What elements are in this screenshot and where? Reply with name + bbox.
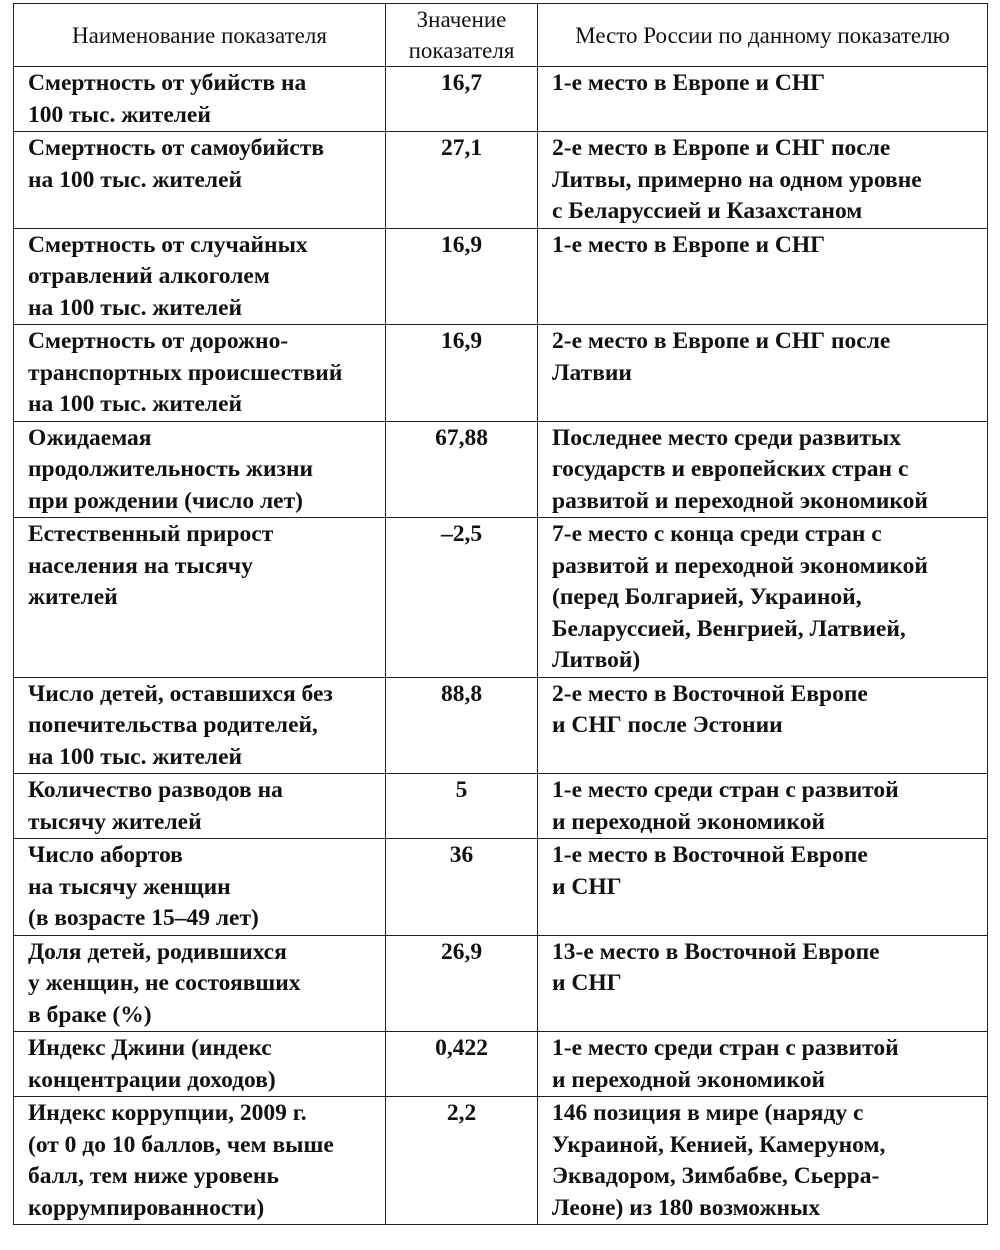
cell-indicator-value: 16,9 [386, 325, 538, 422]
cell-indicator-name [14, 67, 386, 132]
russia-rank-line: 1-е место среди стран с развитой [552, 1035, 899, 1061]
cell-russia-rank [538, 228, 988, 325]
header-line: показателя [408, 38, 515, 63]
header-line: Наименование показателя [72, 22, 327, 48]
cell-indicator-name [14, 325, 386, 422]
cell-russia-rank [538, 677, 988, 774]
indicator-name-line: Смертность от убийств на [28, 70, 307, 96]
table-row [14, 228, 988, 325]
russia-rank-line: Литвы, примерно на одном уровне [552, 166, 922, 193]
russia-rank-line: развитой и переходной экономикой [552, 552, 928, 579]
header-line: Значение [416, 7, 507, 32]
table-row [14, 774, 988, 839]
indicator-name-line: у женщин, не состоявших [28, 970, 301, 996]
indicator-name-line: коррумпированности) [28, 1194, 265, 1221]
russia-rank-line: и СНГ после Эстонии [552, 712, 783, 738]
russia-rank-line: с Беларуссией и Казахстаном [552, 198, 863, 224]
cell-russia-rank [538, 518, 988, 678]
cell-russia-rank [538, 774, 988, 839]
cell-indicator-name [14, 1032, 386, 1097]
cell-indicator-name [14, 677, 386, 774]
cell-indicator-name [14, 421, 386, 518]
table-header [14, 4, 988, 67]
russia-rank-line: и СНГ [552, 970, 622, 996]
table-row [14, 421, 988, 518]
cell-indicator-value: 16,9 [386, 228, 538, 325]
indicator-name-line: попечительства родителей, [28, 712, 318, 738]
cell-russia-rank [538, 935, 988, 1032]
header-indicator-name [14, 4, 386, 67]
cell-indicator-value: 88,8 [386, 677, 538, 774]
indicator-name-line: Число абортов [28, 842, 183, 868]
table-row [14, 132, 988, 229]
indicator-name-line: на 100 тыс. жителей [28, 166, 243, 193]
table-row [14, 677, 988, 774]
cell-indicator-name [14, 1097, 386, 1225]
indicator-name-line: (от 0 до 10 баллов, чем выше [28, 1131, 334, 1158]
russia-rank-line: 1-е место в Европе и СНГ [552, 231, 826, 258]
indicator-name-line: Число детей, оставшихся без [28, 680, 333, 707]
table-row [14, 67, 988, 132]
indicator-name-line: Ожидаемая [28, 424, 152, 451]
indicator-name-line: жителей [28, 584, 118, 610]
indicator-name-line: 100 тыс. жителей [28, 101, 211, 128]
indicator-name-line: (в возрасте 15–49 лет) [28, 905, 259, 931]
russia-rank-line: Латвии [552, 359, 632, 386]
cell-russia-rank [538, 421, 988, 518]
header-russia-rank [538, 4, 988, 67]
indicator-name-line: Смертность от случайных [28, 231, 308, 258]
russia-rank-line: 146 позиция в мире (наряду с [552, 1100, 864, 1126]
indicators-table [13, 3, 988, 1225]
indicator-name-line: при рождении (число лет) [28, 487, 303, 514]
russia-rank-line: Литвой) [552, 647, 641, 673]
cell-indicator-value: 0,422 [386, 1032, 538, 1097]
indicator-name-line: продолжительность жизни [28, 456, 314, 482]
cell-indicator-value: 36 [386, 839, 538, 936]
table-row [14, 518, 988, 678]
cell-indicator-name [14, 228, 386, 325]
russia-rank-line: Беларуссией, Венгрией, Латвией, [552, 615, 906, 642]
russia-rank-line: Украиной, Кенией, Камеруном, [552, 1131, 886, 1158]
header-row [14, 4, 988, 67]
russia-rank-line: 1-е место среди стран с развитой [552, 777, 899, 803]
russia-rank-line: Последнее место среди развитых [552, 424, 902, 451]
cell-russia-rank [538, 325, 988, 422]
indicator-name-line: Смертность от дорожно- [28, 328, 289, 354]
cell-indicator-name [14, 774, 386, 839]
cell-russia-rank [538, 1097, 988, 1225]
russia-rank-line: 2-е место в Восточной Европе [552, 680, 868, 707]
indicator-name-line: концентрации доходов) [28, 1066, 276, 1093]
russia-rank-line: государств и европейских стран с [552, 456, 909, 482]
cell-indicator-value: 2,2 [386, 1097, 538, 1225]
russia-rank-line: Леоне) из 180 возможных [552, 1194, 821, 1221]
table-row [14, 935, 988, 1032]
cell-indicator-value: –2,5 [386, 518, 538, 678]
indicator-name-line: отравлений алкоголем [28, 263, 270, 289]
cell-indicator-value: 67,88 [386, 421, 538, 518]
table-row [14, 1097, 988, 1225]
cell-russia-rank [538, 1032, 988, 1097]
russia-rank-line: и СНГ [552, 873, 622, 900]
russia-rank-line: (перед Болгарией, Украиной, [552, 584, 862, 610]
russia-rank-line: 1-е место в Европе и СНГ [552, 70, 826, 96]
cell-indicator-value: 5 [386, 774, 538, 839]
cell-indicator-name [14, 935, 386, 1032]
table-body [14, 67, 988, 1225]
cell-indicator-value: 16,7 [386, 67, 538, 132]
russia-rank-line: 1-е место в Восточной Европе [552, 842, 868, 868]
indicator-name-line: Индекс коррупции, 2009 г. [28, 1100, 307, 1126]
russia-rank-line: 2-е место в Европе и СНГ после [552, 328, 891, 354]
table-row [14, 325, 988, 422]
indicator-name-line: населения на тысячу [28, 552, 253, 579]
cell-russia-rank [538, 67, 988, 132]
indicator-name-line: на 100 тыс. жителей [28, 743, 243, 770]
russia-rank-line: 7-е место с конца среди стран с [552, 521, 882, 547]
indicator-name-line: на 100 тыс. жителей [28, 391, 243, 417]
russia-rank-line: и переходной экономикой [552, 1066, 825, 1093]
indicator-name-line: балл, тем ниже уровень [28, 1163, 279, 1189]
russia-rank-line: 13-е место в Восточной Европе [552, 938, 880, 965]
indicator-name-line: тысячу жителей [28, 808, 202, 835]
indicator-name-line: транспортных происшествий [28, 359, 343, 386]
header-indicator-value [386, 4, 538, 67]
cell-indicator-value: 26,9 [386, 935, 538, 1032]
cell-indicator-name [14, 132, 386, 229]
cell-russia-rank [538, 839, 988, 936]
russia-rank-line: 2-е место в Европе и СНГ после [552, 135, 891, 161]
indicator-name-line: на тысячу женщин [28, 873, 231, 900]
cell-indicator-name [14, 839, 386, 936]
russia-rank-line: развитой и переходной экономикой [552, 487, 928, 514]
russia-rank-line: Эквадором, Зимбабве, Сьерра- [552, 1163, 880, 1189]
header-line: по данному показателю [718, 22, 950, 48]
russia-rank-line: и переходной экономикой [552, 808, 825, 835]
table-row [14, 839, 988, 936]
cell-russia-rank [538, 132, 988, 229]
indicator-name-line: Смертность от самоубийств [28, 135, 325, 161]
header-line: Место России [575, 22, 713, 48]
table-row [14, 1032, 988, 1097]
indicator-name-line: Количество разводов на [28, 777, 283, 803]
indicator-name-line: Естественный прирост [28, 521, 274, 547]
indicator-name-line: в браке (%) [28, 1001, 152, 1028]
indicator-name-line: Доля детей, родившихся [28, 938, 287, 965]
indicator-name-line: Индекс Джини (индекс [28, 1035, 272, 1061]
cell-indicator-value: 27,1 [386, 132, 538, 229]
cell-indicator-name [14, 518, 386, 678]
indicator-name-line: на 100 тыс. жителей [28, 294, 243, 321]
